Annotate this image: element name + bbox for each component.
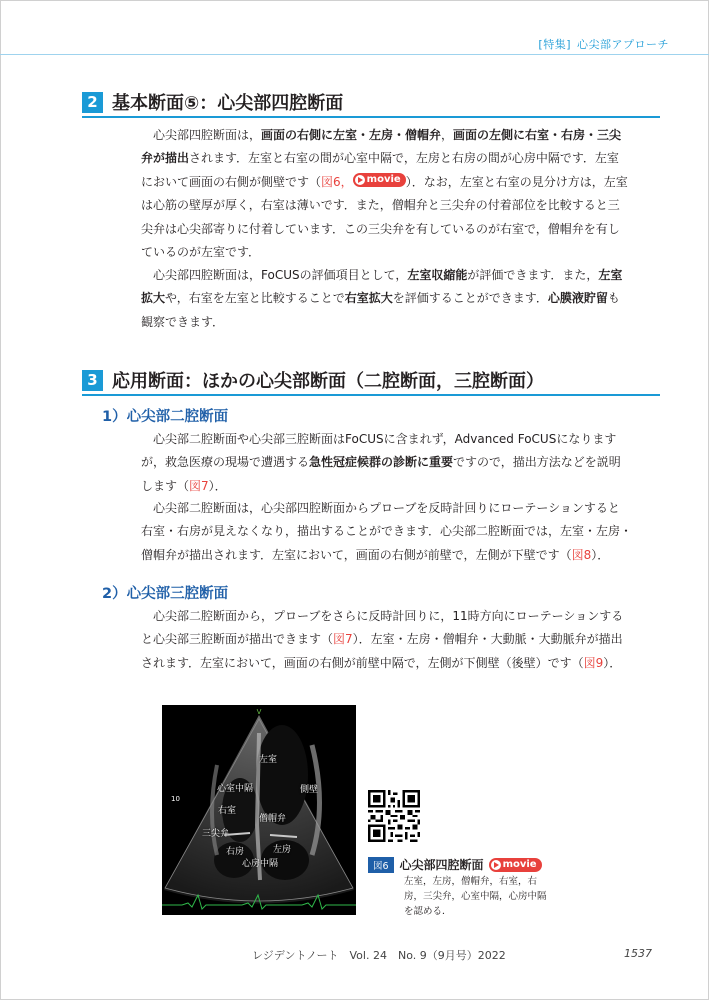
text-line: は心筋の壁厚が厚く，右室は薄いです．また，僧帽弁と三尖弁の付着部位を比較すると三 xyxy=(141,198,620,213)
text-line: 拡大や，右室を左室と比較することで右室拡大を評価することができます．心膜液貯留も xyxy=(141,291,620,306)
subsection-1-paragraph-2 xyxy=(141,497,645,567)
text-line: 右室・右房が見えなくなり，描出することができます．心尖部二腔断面では，左室・左房・ xyxy=(141,524,633,539)
text-line: されます．左室において，画面の右側が前壁中隔で，左側が下側壁（後壁）です（図9）． xyxy=(141,655,622,670)
section-2-heading xyxy=(82,89,343,115)
journal-footer: レジデントノート Vol. 24 No. 9（9月号）2022 xyxy=(252,949,506,962)
figure-6-caption xyxy=(368,856,542,873)
label-right-atrium: 右房 xyxy=(226,847,245,857)
caption-line: 房，三尖弁，心室中隔，心房中隔 xyxy=(404,891,547,902)
text-line: 心尖部二腔断面は，心尖部四腔断面からプローブを反時計回りにローテーションすると xyxy=(153,501,620,515)
play-icon xyxy=(355,175,365,185)
qr-code[interactable] xyxy=(368,790,420,842)
text-line: と心尖部三腔断面が描出できます（図7）．左室・左房・僧帽弁・大動脈・大動脈弁が描出 xyxy=(141,632,623,647)
label-mitral-valve: 僧帽弁 xyxy=(259,814,287,824)
section-2-paragraph-1 xyxy=(141,124,645,264)
caption-line: 左室，左房，僧帽弁，右室，右 xyxy=(404,876,538,887)
page-number: 1537 xyxy=(624,947,652,960)
text-line: において画面の右側が側壁です（図6， movie ）．なお，左室と右室の見分け方は，左室 xyxy=(141,174,628,189)
section-3-title: 応用断面：ほかの心尖部断面（二腔断面，三腔断面） xyxy=(112,371,544,392)
svg-text:V: V xyxy=(256,708,262,716)
movie-badge[interactable]: movie xyxy=(353,173,406,187)
label-atrial-septum: 心房中隔 xyxy=(242,859,279,869)
header-rule xyxy=(0,54,709,55)
figure-7-reference-link[interactable]: 図7 xyxy=(189,478,209,493)
figure-9-reference-link[interactable]: 図9 xyxy=(583,655,604,670)
label-left-ventricle: 左室 xyxy=(259,755,278,765)
header-bracket-label: [特集] xyxy=(538,38,571,51)
subsection-2-heading: 2）心尖部三腔断面 xyxy=(102,586,229,602)
text-line: します（図7）． xyxy=(141,478,227,493)
running-header xyxy=(538,36,669,52)
section-2-rule xyxy=(82,116,660,118)
text-line: 僧帽弁が描出されます．左室において，画面の右側が前壁で，左側が下壁です（図8）． xyxy=(141,547,610,562)
figure-6-description xyxy=(404,874,554,919)
figure-6-movie-badge[interactable]: movie xyxy=(489,858,542,872)
subsection-1-paragraph-1 xyxy=(141,428,645,498)
section-2-number: 2 xyxy=(82,92,103,113)
ultrasound-sector xyxy=(162,705,356,915)
header-feature-title: 心尖部アプローチ xyxy=(577,38,669,51)
section-2-title: 基本断面⑤：心尖部四腔断面 xyxy=(112,93,344,114)
label-ventricular-septum: 心室中隔 xyxy=(217,784,254,794)
text-line: ているのが左室です． xyxy=(141,245,261,260)
text-line: 心尖部二腔断面から，プローブをさらに反時計回りに，11時方向にローテーションする xyxy=(153,609,624,623)
subsection-1-heading: 1）心尖部二腔断面 xyxy=(102,409,229,425)
text-line: 心尖部二腔断面や心尖部三腔断面はFoCUSに含まれず，Advanced FoCUSになります xyxy=(153,432,617,446)
section-2-paragraph-2 xyxy=(141,264,645,334)
label-right-ventricle: 右室 xyxy=(218,806,237,816)
section-3-number: 3 xyxy=(82,370,103,391)
caption-line: を認める． xyxy=(404,906,452,917)
echocardiogram-image xyxy=(162,705,356,915)
figure-8-reference-link[interactable]: 図8 xyxy=(571,547,592,562)
text-line: 尖弁は心尖部寄りに付着しています．この三尖弁を有しているのが右室で，僧帽弁を有し xyxy=(141,221,620,236)
label-left-atrium: 左房 xyxy=(273,845,292,855)
text-line: 観察できます． xyxy=(141,314,225,329)
figure-6-badge: 図6 xyxy=(368,857,394,873)
text-line: 心尖部四腔断面は，FoCUSの評価項目として，左室収縮能が評価できます．また，左室 xyxy=(153,268,623,282)
label-lateral-wall: 側壁 xyxy=(300,785,319,795)
depth-marker: 10 xyxy=(171,795,180,803)
figure-7-reference-link[interactable]: 図7 xyxy=(333,632,353,647)
section-3-heading xyxy=(82,367,544,393)
text-line: 心尖部四腔断面は，画面の右側に左室・左房・僧帽弁，画面の左側に右室・右房・三尖 xyxy=(153,128,622,142)
play-icon xyxy=(491,860,501,870)
subsection-2-paragraph-1 xyxy=(141,605,645,675)
text-line: 弁が描出されます．左室と右室の間が心室中隔で，左房と右房の間が心房中隔です．左室 xyxy=(141,151,619,166)
label-tricuspid-valve: 三尖弁 xyxy=(202,829,230,839)
section-3-rule xyxy=(82,394,660,396)
figure-6-reference-link[interactable]: 図6， xyxy=(321,174,353,189)
text-line: が，救急医療の現場で遭遇する急性冠症候群の診断に重要ですので，描出方法などを説明 xyxy=(141,455,621,470)
figure-6-title: 心尖部四腔断面 xyxy=(399,858,484,872)
